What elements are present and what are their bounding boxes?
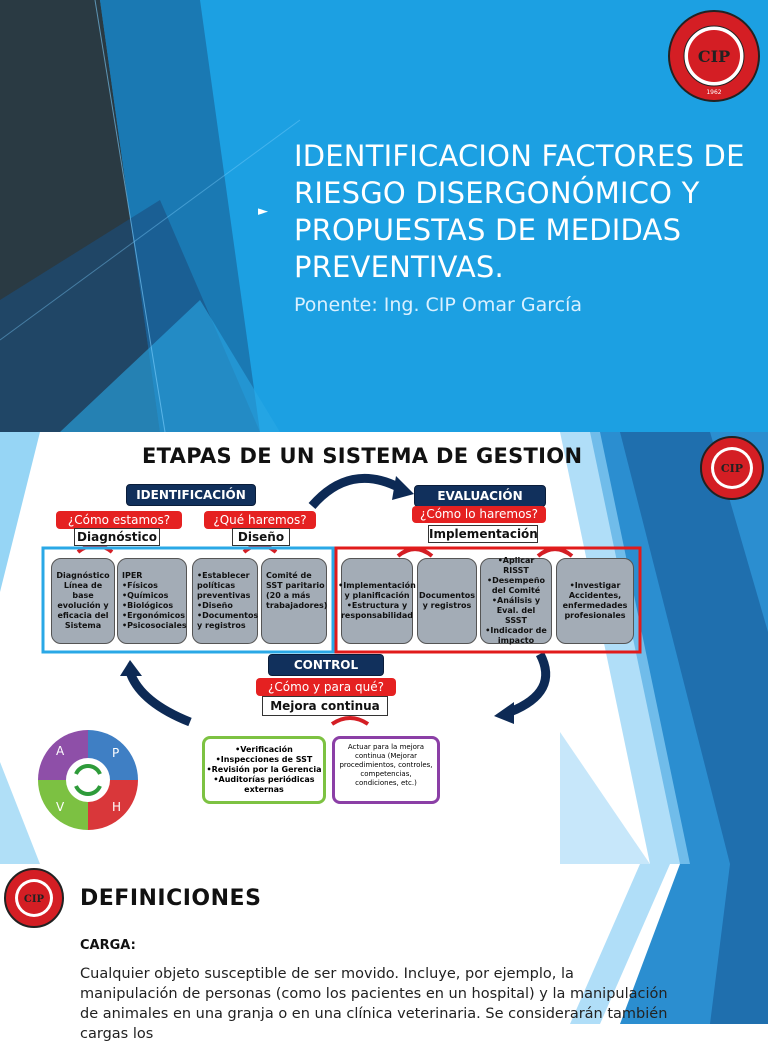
pdca-a: A: [56, 744, 65, 758]
pdca-h: H: [112, 800, 122, 814]
box-verificacion: [202, 736, 326, 804]
verif-line: •Revisión por la Gerencia: [206, 765, 322, 774]
iper-line: •Biológicos: [122, 601, 174, 610]
iper-line: •Químicos: [122, 591, 169, 600]
verif-line: •Verificación: [235, 745, 293, 754]
iper-line: •Psicosociales: [122, 621, 187, 630]
iper-line: IPER: [122, 571, 143, 580]
box-actuar: Actuar para la mejora continua (Mejorar procedimientos, controles, competencias, condiciones, etc.): [332, 736, 440, 804]
box-implementacion: [338, 558, 416, 644]
verif-line: •Auditorías periódicas externas: [213, 775, 315, 794]
definitions-slide: [0, 864, 768, 1042]
impl-line: •Implementación y planificación: [338, 581, 416, 600]
identificacion-label: IDENTIFICACIÓN: [126, 484, 256, 506]
iper-line: •Ergonómicos: [122, 611, 186, 620]
question-como-haremos: ¿Cómo lo haremos?: [412, 506, 546, 523]
svg-text:CIP: CIP: [23, 894, 45, 905]
cip-seal-logo-3: [4, 868, 64, 928]
iper-line: •Físicos: [122, 581, 158, 590]
slide2-title: ETAPAS DE UN SISTEMA DE GESTION: [142, 444, 583, 468]
carga-subheading: CARGA:: [80, 938, 136, 953]
politicas-line: •Establecer políticas preventivas: [197, 571, 251, 600]
rissst-line: •Indicador de impacto: [485, 626, 547, 645]
box-documentos: Documentos y registros: [417, 558, 477, 644]
control-label: CONTROL: [268, 654, 384, 676]
pdca-wheel: [36, 728, 140, 832]
presenter: Ponente: Ing. CIP Omar García: [294, 294, 582, 316]
svg-text:1962: 1962: [706, 89, 722, 96]
box-diagnostico: Diagnóstico Línea de base evolución y eficacia del Sistema: [51, 558, 115, 644]
carga-paragraph: Cualquier objeto susceptible de ser movido. Incluye, por ejemplo, la manipulación de personas (como los pacientes en un hospital) y la manipulación de animales en una granja o en una clínica veterinaria. Se considerarán también cargas los: [80, 966, 668, 1042]
question-para-que: ¿Cómo y para qué?: [256, 678, 396, 696]
verif-line: •Inspecciones de SST: [215, 755, 313, 764]
diagnostico-label: Diagnóstico: [74, 528, 160, 546]
politicas-line: •Diseño: [197, 601, 233, 610]
box-comite: Comité de SST paritario (20 a más trabajadores): [261, 558, 327, 644]
rissst-line: •Desempeño del Comité: [486, 576, 546, 595]
diseno-label: Diseño: [232, 528, 290, 546]
pdca-p: P: [112, 746, 120, 760]
box-investigar: •Investigar Accidentes, enfermedades profesionales: [556, 558, 634, 644]
slide-title: IDENTIFICACION FACTORES DE RIESGO DISERGONÓMICO Y PROPUESTAS DE MEDIDAS PREVENTIVAS.: [294, 139, 745, 284]
cip-seal-logo: [668, 10, 760, 102]
rissst-line: •Análisis y Eval. del SSST: [491, 596, 541, 625]
question-estamos: ¿Cómo estamos?: [56, 511, 182, 529]
question-haremos: ¿Qué haremos?: [204, 511, 316, 529]
management-stages-slide: [0, 432, 768, 864]
evaluacion-label: EVALUACIÓN: [414, 485, 546, 507]
definitions-heading: DEFINICIONES: [80, 886, 262, 911]
mejora-continua-label: Mejora continua: [262, 696, 388, 716]
svg-text:CIP: CIP: [697, 47, 731, 66]
politicas-line: •Documentos y registros: [197, 611, 259, 630]
impl-line: •Estructura y responsabilidad: [340, 601, 413, 620]
svg-text:CIP: CIP: [720, 462, 744, 475]
rissst-line: •Aplicar RISST: [497, 556, 535, 575]
box-rissst: [480, 558, 552, 644]
implementacion-label: Implementación: [429, 527, 538, 541]
box-politicas: [192, 558, 258, 644]
bullet-icon: ►: [258, 204, 268, 219]
title-slide: [0, 0, 768, 432]
pdca-v: V: [56, 800, 65, 814]
box-iper: [117, 558, 187, 644]
